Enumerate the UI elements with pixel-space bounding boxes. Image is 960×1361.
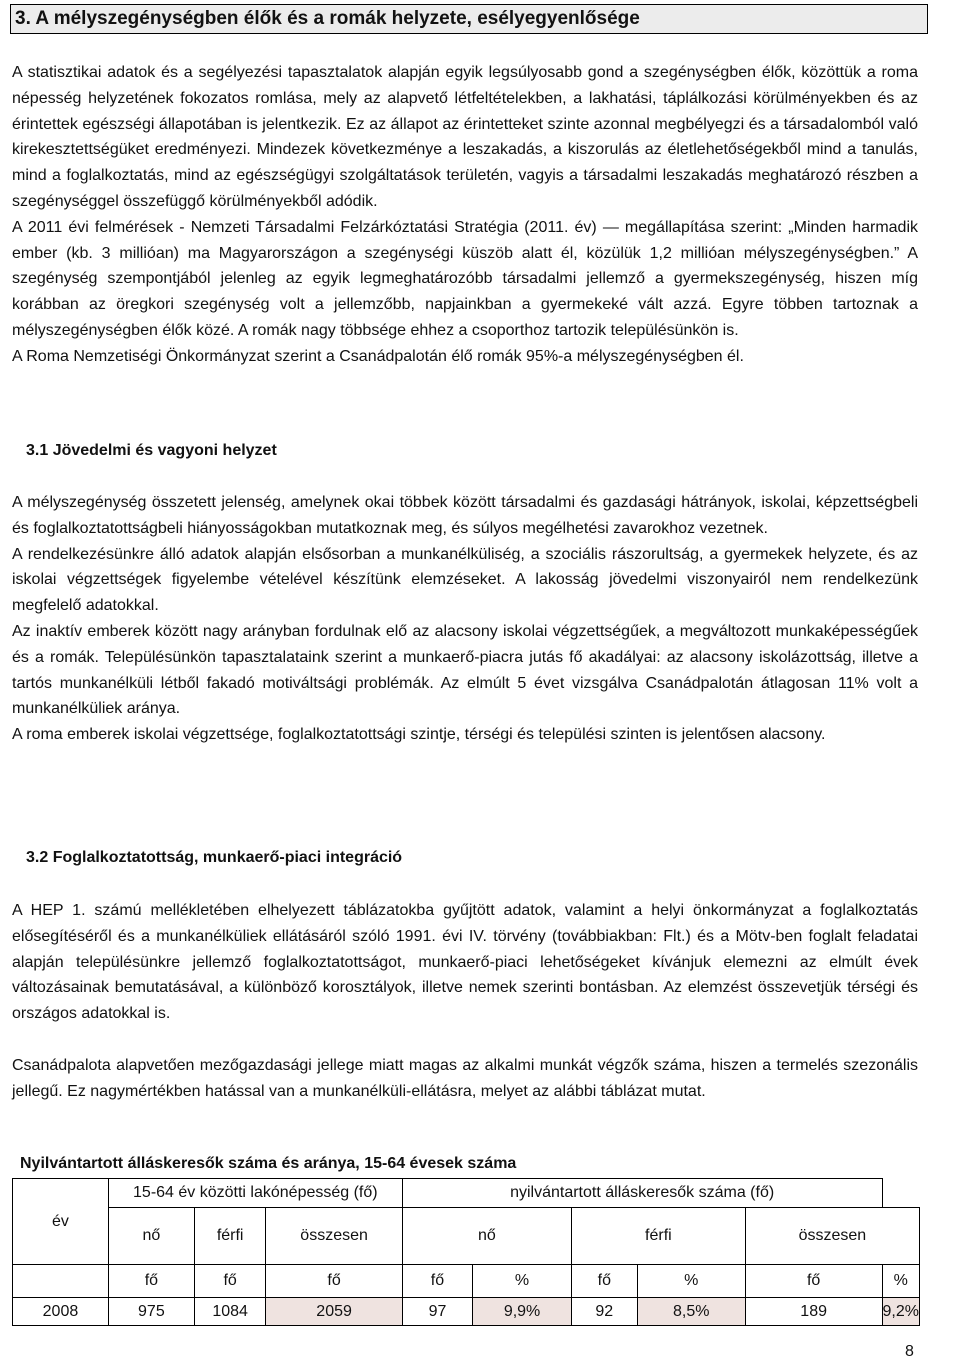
table-cell: 9,9% <box>473 1298 572 1326</box>
section-heading: 3.2 Foglalkoztatottság, munkaerő-piaci integráció <box>26 849 403 866</box>
year-cell: 2008 <box>13 1298 109 1326</box>
section-heading: 3.1 Jövedelmi és vagyoni helyzet <box>26 442 277 459</box>
table-cell: 1084 <box>194 1298 266 1326</box>
unit-cell: fő <box>402 1265 472 1298</box>
paragraph: Az inaktív emberek között nagy arányban fordulnak elő az alacsony iskolai végzettségűek, a megváltozott munkaképességűek és a romák. Településünkön tapasztalataink szerint a munkaerő-piacra jutás fő akadályai: az alacsony iskolázottság, illetve a tartós munkanélküli létből fakadó motiváltsági problémák. Az elmúlt 5 évet vizsgálva Csanádpalotán átlagosan 11% volt a munkanélküliek aránya. <box>12 622 918 718</box>
table-header-row <box>13 1208 920 1265</box>
table-cell: 189 <box>745 1298 882 1326</box>
paragraph: A mélyszegénység összetett jelenség, amelynek okai többek között társadalmi és gazdasági hátrányok, iskolai, képzettségbeli és foglalkoztatottságbeli hiányosságokban mutatkoznak meg, és súlyos megélhetési zavarokhoz vezetnek. <box>12 494 918 537</box>
section-title: 3. A mélyszegénységben élők és a romák helyzete, esélyegyenlősége <box>10 4 928 34</box>
year-header: év <box>13 1179 109 1265</box>
table-sub-header: összesen <box>266 1208 402 1265</box>
table-header-row <box>13 1179 920 1208</box>
paragraph: A 2011 évi felmérések - Nemzeti Társadalmi Felzárkóztatási Stratégia (2011. év) — megállapítása szerint: „Minden harmadik ember (kb. 3 millióan) ma Magyarországon a szegénységi küszöb alatt él, közülük 1,2 millióan mélyszegénységben.” A szegénység szempontjából jelenleg az egyik legmeghatározóbb társadalmi jellemző a gyermekszegénység, hiszen míg korábban az öregkori szegénység volt a jellemzőbb, napjainkban a gyermekeké vált azzá. Egyre többen tartoznak a mélyszegénységben élők közé. A romák nagy többsége ehhez a csoporthoz tartozik településünkön is. <box>12 218 918 339</box>
unit-cell: fő <box>108 1265 194 1298</box>
table-group-header: nyilvántartott álláskeresők száma (fő) <box>402 1179 882 1208</box>
unit-cell: % <box>637 1265 745 1298</box>
table-cell: 8,5% <box>637 1298 745 1326</box>
table-units-row <box>13 1265 920 1298</box>
table-sub-header: nő <box>108 1208 194 1265</box>
table-cell: 92 <box>571 1298 637 1326</box>
paragraph: A Roma Nemzetiségi Önkormányzat szerint a Csanádpalotán élő romák 95%-a mélyszegénységben él. <box>12 347 744 365</box>
section-31-text <box>12 490 918 748</box>
table-cell: 2059 <box>266 1298 402 1326</box>
unit-cell: fő <box>194 1265 266 1298</box>
table-sub-header: férfi <box>194 1208 266 1265</box>
paragraph: A roma emberek iskolai végzettsége, foglalkoztatottsági szintje, térségi és települési szinten is jelentősen alacsony. <box>12 726 826 744</box>
paragraph: A statisztikai adatok és a segélyezési tapasztalatok alapján egyik legsúlyosabb gond a szegénységben élők, közöttük a roma népesség helyzetének fokozatos romlása, mely az alapvető létfeltételekben, a lakhatási, táplálkozási körülményekben és az érintettek egészségi állapotában is jelentkezik. Ez az állapot az érintetteket szinte azonnal megbélyegzi és a társadalomból való kirekesztettségüket eredményezi. Mindezek következménye a leszakadás, a kiszorulás az életlehetőségekből mind a tanulás, mind a foglalkoztatás, mind az egészségügyi szolgáltatások területén, vagyis a társadalmi leszakadás meghatározó részben a szegénységgel összefüggő körülményekből adódik. <box>12 64 918 210</box>
intro-text <box>12 60 918 370</box>
table-row <box>13 1298 920 1326</box>
table-cell: 975 <box>108 1298 194 1326</box>
paragraph: A HEP 1. számú mellékletében elhelyezett táblázatokba gyűjtött adatok, valamint a helyi önkormányzat a foglalkoztatás elősegítéséről és a munkanélküliek ellátásáról szóló 1991. évi IV. törvény (továbbiakban: Flt.) és a Mötv-ben foglalt feladatai alapján településünkre jellemző foglalkoztatottságot, munkaerő-piaci lehetőségeket kívánjuk elemezni az elmúlt évek változásainak bemutatásával, a különböző korosztályok, illetve nemek szerinti bontásban. Az elemzést összevetjük térségi és országos adatokkal is. <box>12 902 918 1023</box>
table-group-header: 15-64 év közötti lakónépesség (fő) <box>108 1179 402 1208</box>
table-sub-header: összesen <box>745 1208 919 1265</box>
unit-cell: fő <box>266 1265 402 1298</box>
table-cell <box>13 1265 109 1298</box>
jobseekers-table <box>12 1178 920 1326</box>
unit-cell: % <box>882 1265 919 1298</box>
table-title: Nyilvántartott álláskeresők száma és aránya, 15-64 évesek száma <box>20 1155 517 1172</box>
unit-cell: fő <box>745 1265 882 1298</box>
unit-cell: % <box>473 1265 572 1298</box>
table-cell: 9,2% <box>882 1298 919 1326</box>
paragraph: A rendelkezésünkre álló adatok alapján elsősorban a munkanélküliség, a szociális rászorultság, a gyermekek helyzete, és az iskolai végzettségek figyelembe vételével készítünk elemzéseket. A lakosság jövedelmi viszonyairól nem rendelkezünk megfelelő adatokkal. <box>12 545 918 615</box>
table-sub-header: férfi <box>571 1208 745 1265</box>
paragraph: Csanádpalota alapvetően mezőgazdasági jellege miatt magas az alkalmi munkát végzők száma, hiszen a termelés szezonális jellegű. Ez nagymértékben hatással van a munkanélküli-ellátásra, melyet az alábbi táblázat mutat. <box>12 1056 918 1100</box>
table-cell: 97 <box>402 1298 472 1326</box>
section-32-text <box>12 898 918 1104</box>
table-sub-header: nő <box>402 1208 571 1265</box>
unit-cell: fő <box>571 1265 637 1298</box>
page-number: 8 <box>905 1343 914 1360</box>
